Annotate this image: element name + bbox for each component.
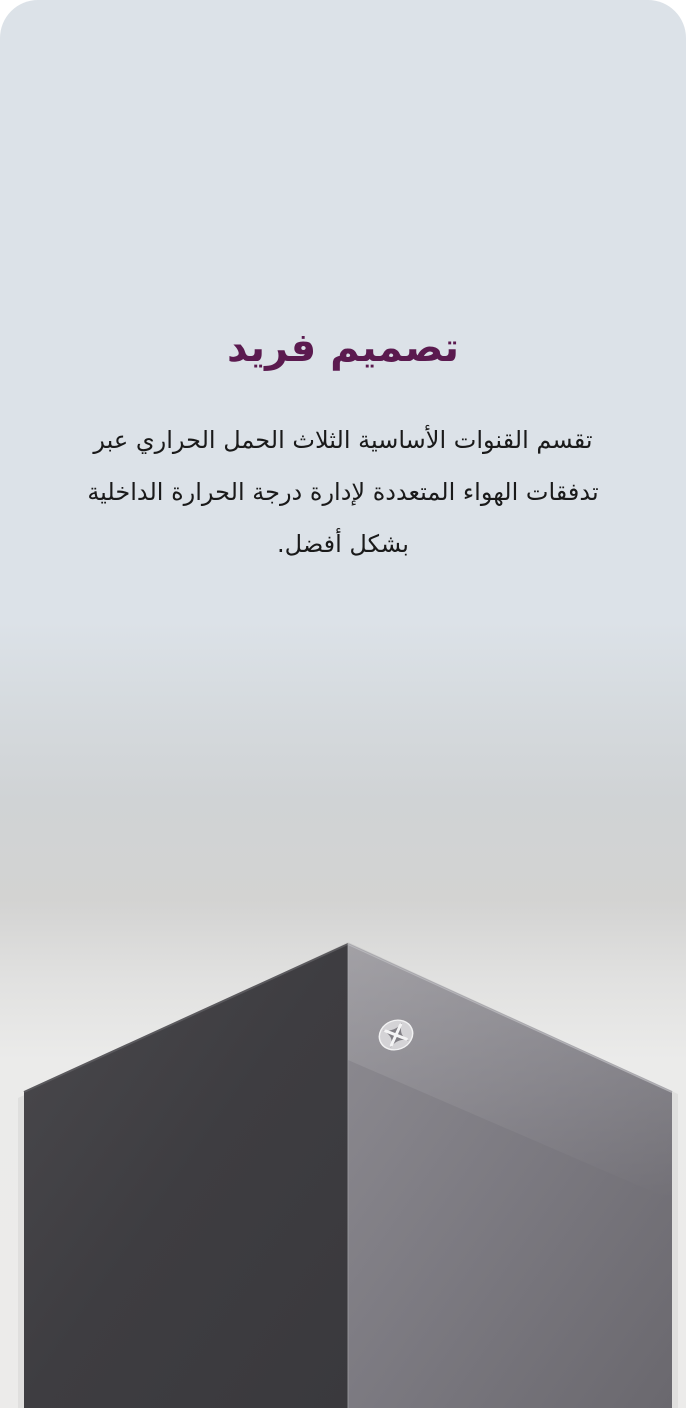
feature-title: تصميم فريد [226, 325, 460, 371]
console-product-image [0, 940, 686, 1408]
feature-description: تقسم القنوات الأساسية الثلاث الحمل الحراري عبر تدفقات الهواء المتعددة لإدارة درجة الحرارة الداخلية بشكل أفضل. [87, 426, 599, 558]
console-left-face [24, 944, 348, 1408]
feature-text-block [0, 318, 686, 570]
